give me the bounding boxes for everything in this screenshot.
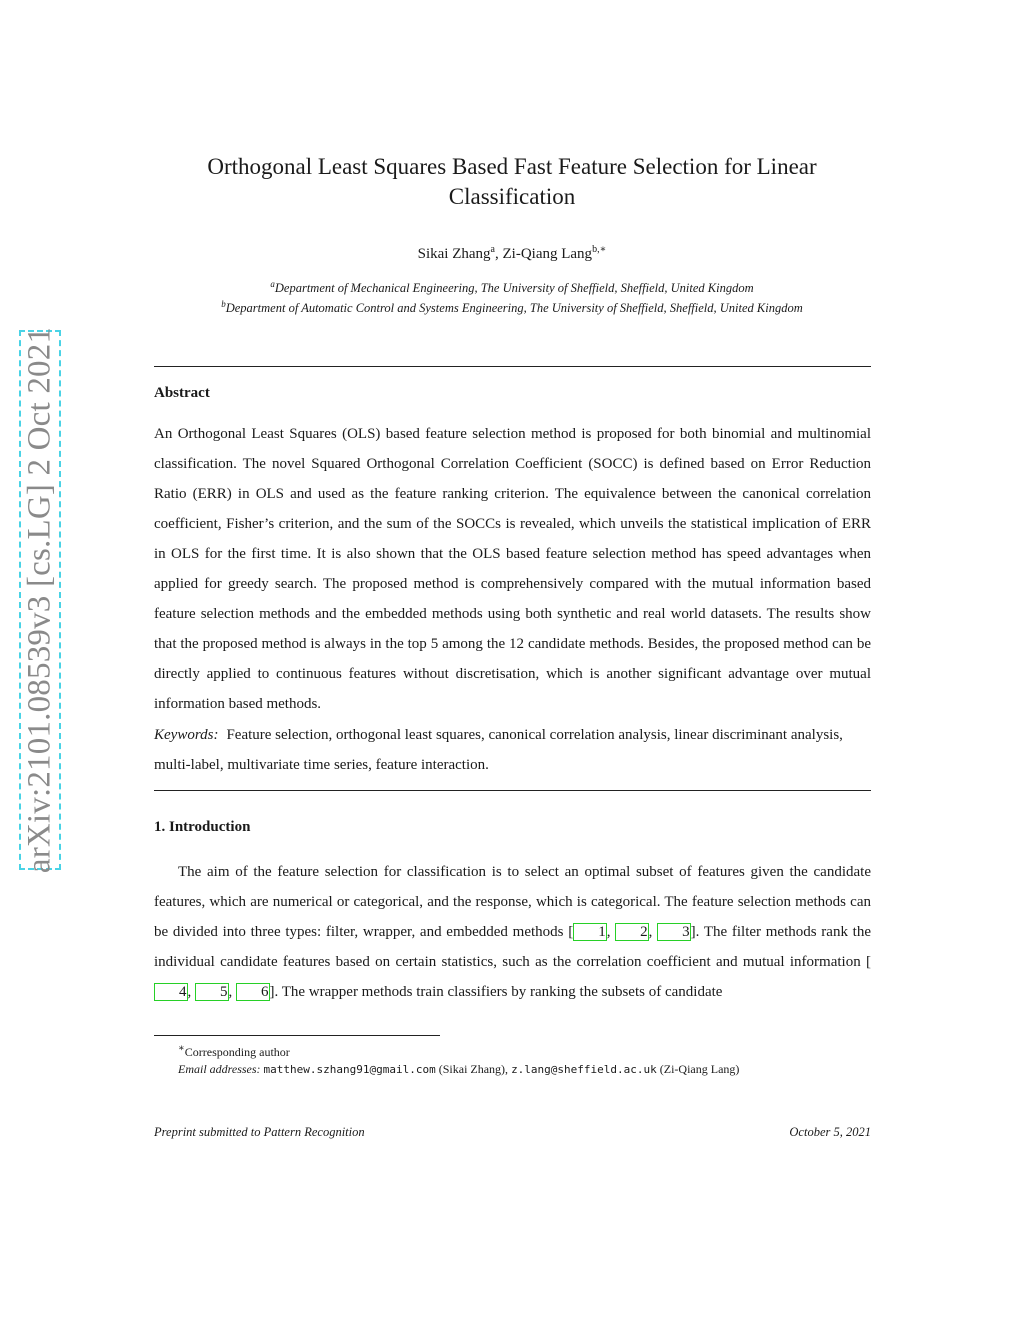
affiliation-b xyxy=(0,296,1024,316)
email-label: Email addresses: xyxy=(178,1062,261,1076)
abstract-heading: Abstract xyxy=(154,385,210,401)
introduction-heading: 1. Introduction xyxy=(154,819,251,835)
email-2-owner: (Zi-Qiang Lang) xyxy=(659,1062,740,1076)
keywords-label: Keywords: xyxy=(154,727,219,743)
email-link-1[interactable]: matthew.szhang91@gmail.com xyxy=(263,1063,436,1076)
corresponding-author-note xyxy=(154,1040,739,1061)
email-1-owner: (Sikai Zhang), xyxy=(438,1062,509,1076)
citation-link-6[interactable]: 6 xyxy=(236,983,270,1001)
intro-text-part-2: ]. The filter methods rank the individual candidate features based on certain statistics, such as the correlation coefficient and mutual information [ xyxy=(154,924,871,970)
title-line-1: Orthogonal Least Squares Based Fast Feature Selection for Linear xyxy=(207,154,817,179)
footer-date: October 5, 2021 xyxy=(789,1125,871,1139)
preprint-note: Preprint submitted to Pattern Recognition xyxy=(154,1125,365,1139)
affiliation-b-mark: b xyxy=(221,299,226,310)
author-2-name: Zi-Qiang Lang xyxy=(502,246,593,262)
intro-text-part-3: ]. The wrapper methods train classifiers by ranking the subsets of candidate xyxy=(269,984,723,1000)
title-line-2: Classification xyxy=(448,184,576,209)
abstract-bottom-rule xyxy=(154,790,871,791)
introduction-body: The aim of the feature selection for classification is to select an optimal subset of features given the candidate features, which are numerical or categorical, and the response, which is categorical. The feature selection methods can be divided into three types: filter, wrapper, and embedded methods [ 1, 2, 3]. The filter methods rank the individual candidate features based on certain statistics, such as the correlation coefficient and mutual information [4, 5, 6]. The wrapper methods train classifiers by ranking the subsets of candidate xyxy=(154,864,871,1000)
intro-text-part-1: The aim of the feature selection for classification is to select an optimal subset of features given the candidate features, which are numerical or categorical, and the response, which is categorical. The feature selection methods can be divided into three types: filter, wrapper, and embedded methods [ xyxy=(154,864,871,940)
paper-title xyxy=(0,152,1024,212)
citation-link-2[interactable]: 2 xyxy=(615,923,649,941)
affiliation-b-text: Department of Automatic Control and Systems Engineering, The University of Sheffield, Sheffield, United Kingdom xyxy=(225,301,803,316)
author-1-name: Sikai Zhang xyxy=(417,246,491,262)
citation-link-5[interactable]: 5 xyxy=(195,983,229,1001)
footnotes xyxy=(154,1040,739,1078)
author-1-affiliation-mark: a xyxy=(490,244,495,255)
keywords-text: Feature selection, orthogonal least squares, canonical correlation analysis, linear discriminant analysis, multi-label, multivariate time series, feature interaction. xyxy=(154,727,843,773)
arxiv-identifier-stamp[interactable] xyxy=(19,326,61,874)
email-addresses-note xyxy=(154,1061,739,1078)
citation-link-3[interactable]: 3 xyxy=(657,923,691,941)
abstract-body: An Orthogonal Least Squares (OLS) based feature selection method is proposed for both binomial and multinomial classification. The novel Squared Orthogonal Correlation Coefficient (SOCC) is defined based on Error Reduction Ratio (ERR) in OLS and used as the feature ranking criterion. The equivalence between the canonical correlation coefficient, Fisher’s criterion, and the sum of the SOCCs is revealed, which unveils the statistical implication of ERR in OLS for the first time. It is also shown that the OLS based feature selection method has speed advantages when applied for greedy search. The proposed method is comprehensively compared with the mutual information based feature selection methods and the embedded methods using both synthetic and real world datasets. The results show that the proposed method is always in the top 5 among the 12 candidate methods. Besides, the proposed method can be directly applied to continuous features without discretisation, which is another significant advantage over mutual information based methods. xyxy=(154,426,871,712)
abstract-top-rule xyxy=(154,366,871,367)
arxiv-identifier-text: arXiv:2101.08539v3 [cs.LG] 2 Oct 2021 xyxy=(21,326,58,874)
author-separator: , xyxy=(495,246,503,262)
author-2-affiliation-mark: b,∗ xyxy=(592,244,607,255)
footnote-rule xyxy=(154,1035,440,1036)
email-link-2[interactable]: z.lang@sheffield.ac.uk xyxy=(511,1063,657,1076)
author-list xyxy=(0,240,1024,264)
corresponding-mark: ∗ xyxy=(178,1043,185,1054)
affiliation-a xyxy=(0,276,1024,296)
citation-link-4[interactable]: 4 xyxy=(154,983,188,1001)
keywords xyxy=(154,720,871,780)
affiliation-a-mark: a xyxy=(270,279,275,289)
corresponding-text: Corresponding author xyxy=(184,1045,290,1059)
citation-link-1[interactable]: 1 xyxy=(573,923,607,941)
affiliation-a-text: Department of Mechanical Engineering, The University of Sheffield, Sheffield, United Kingdom xyxy=(274,281,754,296)
affiliations xyxy=(0,276,1024,316)
